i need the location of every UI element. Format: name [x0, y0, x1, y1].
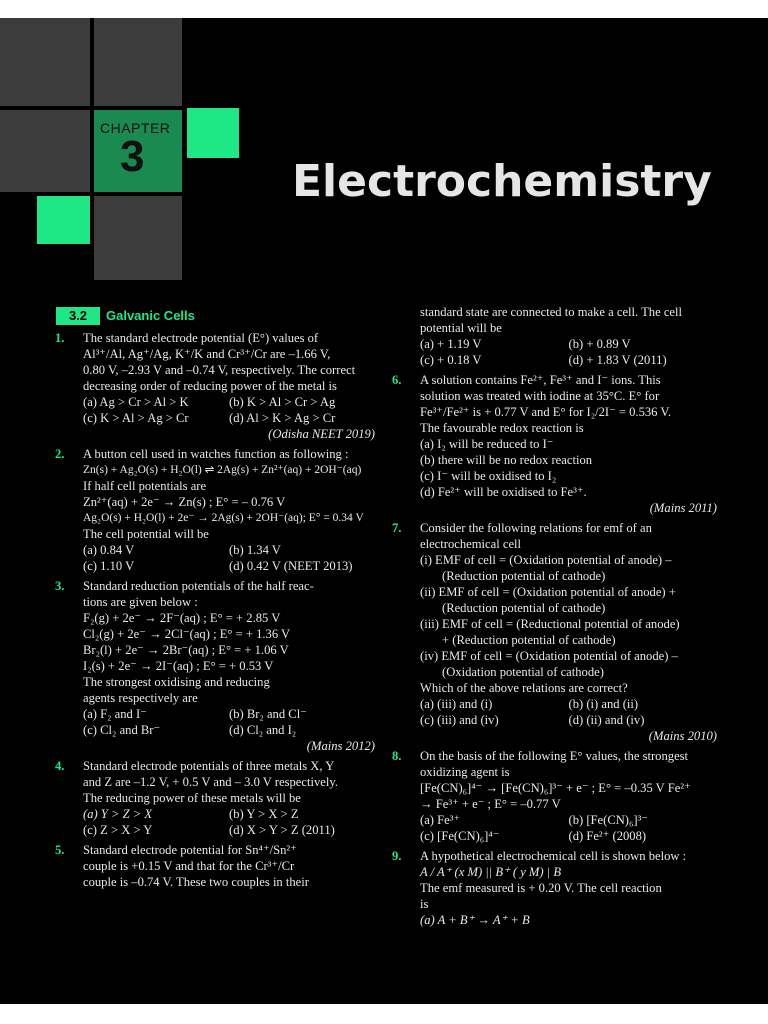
- question-number: 5.: [55, 843, 65, 857]
- option: (d) 0.42 V (NEET 2013): [229, 559, 353, 573]
- chapter-label: CHAPTER: [100, 120, 171, 136]
- option: (a) 0.84 V: [83, 543, 135, 557]
- question-4: [55, 758, 375, 838]
- question-1: [55, 330, 375, 442]
- option: (b) [Fe(CN)₆]³⁻: [568, 813, 649, 827]
- question-line: The reducing power of these metals will be: [83, 791, 301, 805]
- question-line: The emf measured is + 0.20 V. The cell reaction: [420, 881, 662, 895]
- question-line: Zn²⁺(aq) + 2e⁻ → Zn(s) ; E° = – 0.76 V: [83, 495, 286, 509]
- question-number: 2.: [55, 447, 65, 461]
- option: (b) Y > X > Z: [229, 807, 299, 821]
- options: [83, 806, 375, 838]
- question-line: I₂(s) + 2e⁻ → 2I⁻(aq) ; E° = + 0.53 V: [83, 659, 274, 673]
- question-line: (iv) EMF of cell = (Oxidation potential of anode) –: [420, 649, 678, 663]
- option: (a) Ag > Cr > Al > K: [83, 395, 189, 409]
- option: (a) I₂ will be reduced to I⁻: [420, 437, 554, 451]
- option: (b) 1.34 V: [229, 543, 281, 557]
- question-number: 9.: [392, 849, 402, 863]
- option: (b) (i) and (ii): [568, 697, 639, 711]
- option: (a) + 1.19 V: [420, 337, 482, 351]
- question-line: Al³⁺/Al, Ag⁺/Ag, K⁺/K and Cr³⁺/Cr are –1.66 V,: [83, 347, 331, 361]
- question-line: electrochemical cell: [420, 537, 522, 551]
- question-line: standard state are connected to make a cell. The cell: [420, 305, 683, 319]
- question-line: The cell potential will be: [83, 527, 209, 541]
- chapter-number: 3: [120, 132, 145, 181]
- decor-block: [94, 18, 182, 106]
- question-line: decreasing order of reducing power of the metal is: [83, 379, 337, 393]
- question-line: agents respectively are: [83, 691, 198, 705]
- section-number-badge: 3.2: [56, 307, 100, 325]
- question-line: (Reduction potential of cathode): [442, 569, 606, 583]
- option: (c) 1.10 V: [83, 559, 135, 573]
- option: (a) Y > Z > X: [83, 807, 153, 821]
- question-line: The favourable redox reaction is: [420, 421, 584, 435]
- question-9: [392, 848, 717, 928]
- options: [83, 706, 375, 738]
- question-number: 3.: [55, 579, 65, 593]
- question-line: Cl₂(g) + 2e⁻ → 2Cl⁻(aq) ; E° = + 1.36 V: [83, 627, 291, 641]
- left-column: [55, 330, 375, 894]
- section-title: Galvanic Cells: [106, 308, 195, 323]
- source-tag: (Mains 2011): [649, 501, 717, 515]
- question-line: Ag₂O(s) + H₂O(l) + 2e⁻ → 2Ag(s) + 2OH⁻(aq); E° = 0.34 V: [83, 512, 364, 524]
- option: (b) + 0.89 V: [568, 337, 631, 351]
- question-line: 0.80 V, –2.93 V and –0.74 V, respectively. The correct: [83, 363, 356, 377]
- option: (a) (iii) and (i): [420, 697, 493, 711]
- option: (c) (iii) and (iv): [420, 713, 499, 727]
- question-number: 7.: [392, 521, 402, 535]
- question-line: (i) EMF of cell = (Oxidation potential of anode) –: [420, 553, 672, 567]
- question-line: (iii) EMF of cell = (Reductional potential of anode): [420, 617, 680, 631]
- option: (b) Br₂ and Cl⁻: [229, 707, 307, 721]
- question-line: A solution contains Fe²⁺, Fe³⁺ and I⁻ ions. This: [420, 373, 661, 387]
- question-number: 4.: [55, 759, 65, 773]
- source-tag: (Odisha NEET 2019): [268, 427, 375, 441]
- option: (c) + 0.18 V: [420, 353, 482, 367]
- source-tag: (Mains 2012): [306, 739, 375, 753]
- options: [420, 812, 717, 844]
- right-column: [392, 304, 717, 932]
- question-line: Fe³⁺/Fe²⁺ is + 0.77 V and E° for I₂/2I⁻ = 0.536 V.: [420, 405, 671, 419]
- chapter-title: Electrochemistry: [292, 156, 712, 207]
- option: (d) Al > K > Ag > Cr: [229, 411, 336, 425]
- question-6: [392, 372, 717, 516]
- question-2: [55, 446, 375, 574]
- decor-block: [0, 110, 90, 192]
- option: (c) Cl₂ and Br⁻: [83, 723, 161, 737]
- question-line: Standard reduction potentials of the half reac-: [83, 579, 314, 593]
- option: (b) K > Al > Cr > Ag: [229, 395, 336, 409]
- options: [83, 542, 375, 574]
- question-line: The strongest oxidising and reducing: [83, 675, 270, 689]
- question-line: Which of the above relations are correct?: [420, 681, 628, 695]
- question-line: + (Reduction potential of cathode): [442, 633, 616, 647]
- question-line: Consider the following relations for emf of an: [420, 521, 652, 535]
- page: [0, 18, 768, 1004]
- option: (d) + 1.83 V (2011): [568, 353, 667, 367]
- question-line: (Reduction potential of cathode): [442, 601, 606, 615]
- question-line: tions are given below :: [83, 595, 198, 609]
- question-line: (Oxidation potential of cathode): [442, 665, 604, 679]
- question-line: A button cell used in watches function as following :: [83, 447, 349, 461]
- option: (d) X > Y > Z (2011): [229, 823, 335, 837]
- question-line: F₂(g) + 2e⁻ → 2F⁻(aq) ; E° = + 2.85 V: [83, 611, 281, 625]
- question-line: couple is –0.74 V. These two couples in their: [83, 875, 309, 889]
- option: (d) Cl₂ and I₂: [229, 723, 297, 737]
- question-5: [55, 842, 375, 890]
- question-line: is: [420, 897, 429, 911]
- question-line: Br₂(l) + 2e⁻ → 2Br⁻(aq) ; E° = + 1.06 V: [83, 643, 289, 657]
- option: (d) Fe²⁺ (2008): [568, 829, 647, 843]
- question-number: 6.: [392, 373, 402, 387]
- decor-block: [187, 108, 239, 158]
- decor-block: [0, 18, 90, 106]
- question-7: [392, 520, 717, 744]
- decor-block: [37, 196, 90, 244]
- option: (d) Fe²⁺ will be oxidised to Fe³⁺.: [420, 485, 587, 499]
- options: [420, 696, 717, 728]
- options: [420, 336, 717, 368]
- source-tag: (Mains 2010): [648, 729, 717, 743]
- option: (c) Z > X > Y: [83, 823, 153, 837]
- question-line: → Fe³⁺ + e⁻ ; E° = –0.77 V: [420, 797, 561, 811]
- question-line: [Fe(CN)₆]⁴⁻ → [Fe(CN)₆]³⁻ + e⁻ ; E° = –0.35 V Fe²⁺: [420, 781, 691, 795]
- question-line: The standard electrode potential (E°) values of: [83, 331, 319, 345]
- question-line: couple is +0.15 V and that for the Cr³⁺/Cr: [83, 859, 295, 873]
- option: (c) I⁻ will be oxidised to I₂: [420, 469, 557, 483]
- option: (b) there will be no redox reaction: [420, 453, 593, 467]
- option: (c) [Fe(CN)₆]⁴⁻: [420, 829, 500, 843]
- question-line: If half cell potentials are: [83, 479, 207, 493]
- question-line: oxidizing agent is: [420, 765, 510, 779]
- question-line: On the basis of the following E° values, the strongest: [420, 749, 689, 763]
- question-number: 8.: [392, 749, 402, 763]
- options: [83, 394, 375, 426]
- question-5-continued: [392, 304, 717, 368]
- option: (d) (ii) and (iv): [568, 713, 645, 727]
- question-8: [392, 748, 717, 844]
- decor-block: [94, 196, 182, 280]
- question-number: 1.: [55, 331, 65, 345]
- option: (a) F₂ and I⁻: [83, 707, 147, 721]
- question-line: A hypothetical electrochemical cell is shown below :: [420, 849, 687, 863]
- option: (c) K > Al > Ag > Cr: [83, 411, 189, 425]
- question-line: Zn(s) + Ag₂O(s) + H₂O(l) ⇌ 2Ag(s) + Zn²⁺(aq) + 2OH⁻(aq): [83, 464, 362, 476]
- question-line: Standard electrode potentials of three metals X, Y: [83, 759, 335, 773]
- question-line: Standard electrode potential for Sn⁴⁺/Sn²⁺: [83, 843, 297, 857]
- option: (a) Fe³⁺: [420, 813, 461, 827]
- question-line: (ii) EMF of cell = (Oxidation potential of anode) +: [420, 585, 676, 599]
- question-line: potential will be: [420, 321, 502, 335]
- question-line: and Z are –1.2 V, + 0.5 V and – 3.0 V respectively.: [83, 775, 338, 789]
- question-3: [55, 578, 375, 754]
- question-line: solution was treated with iodine at 35°C. E° for: [420, 389, 660, 403]
- question-line: (a) A + B⁺ → A⁺ + B: [420, 913, 530, 927]
- question-line: A / A⁺ (x M) || B⁺ ( y M) | B: [420, 865, 562, 879]
